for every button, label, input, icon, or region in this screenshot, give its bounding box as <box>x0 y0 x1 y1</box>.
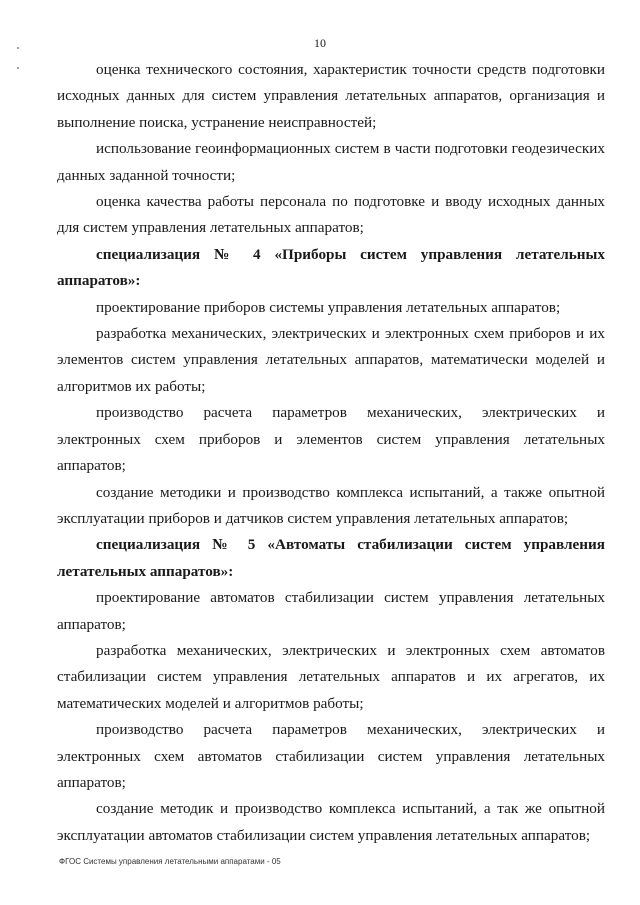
paragraph: проектирование приборов системы управления летательных аппаратов; <box>96 298 561 316</box>
specialization-heading: специализация № 4 «Приборы систем управления летательных аппаратов»: <box>57 245 605 290</box>
paragraph: разработка механических, электрических и электронных схем приборов и их элементов систем управления летательных аппаратов, математически моделей и алгоритмов их работы; <box>57 325 605 395</box>
paragraph: разработка механических, электрических и электронных схем автоматов стабилизации систем управления летательных аппаратов и их агрегатов, их математических моделей и алгоритмов работы; <box>57 641 605 712</box>
body-text <box>57 57 605 849</box>
paragraph: проектирование автоматов стабилизации систем управления летательных аппаратов; <box>57 589 605 633</box>
paragraph: использование геоинформационных систем в части подготовки геодезических данных заданной точности; <box>57 140 605 184</box>
paragraph: создание методики и производство комплекса испытаний, а также опытной эксплуатации приборов и датчиков систем управления летательных аппаратов; <box>57 483 605 527</box>
document-footer: ФГОС Системы управления летательными аппаратами - 05 <box>59 857 281 866</box>
paragraph: оценка технического состояния, характеристик точности средств подготовки исходных данных для систем управления летательных аппаратов, организация и выполнение поиска, устранение неисправностей; <box>57 61 605 131</box>
paragraph: производство расчета параметров механических, электрических и электронных схем автоматов стабилизации систем управления летательных аппаратов; <box>57 721 605 791</box>
scan-speck <box>17 67 19 69</box>
specialization-heading: специализация № 5 «Автоматы стабилизации систем управления летательных аппаратов»: <box>57 536 605 580</box>
page-number: 10 <box>314 36 326 50</box>
paragraph: создание методик и производство комплекса испытаний, а так же опытной эксплуатации автоматов стабилизации систем управления летательных аппаратов; <box>57 800 605 844</box>
paragraph: производство расчета параметров механических, электрических и электронных схем приборов и элементов систем управления летательных аппаратов; <box>57 404 605 475</box>
paragraph: оценка качества работы персонала по подготовке и вводу исходных данных для систем управления летательных аппаратов; <box>57 193 605 237</box>
